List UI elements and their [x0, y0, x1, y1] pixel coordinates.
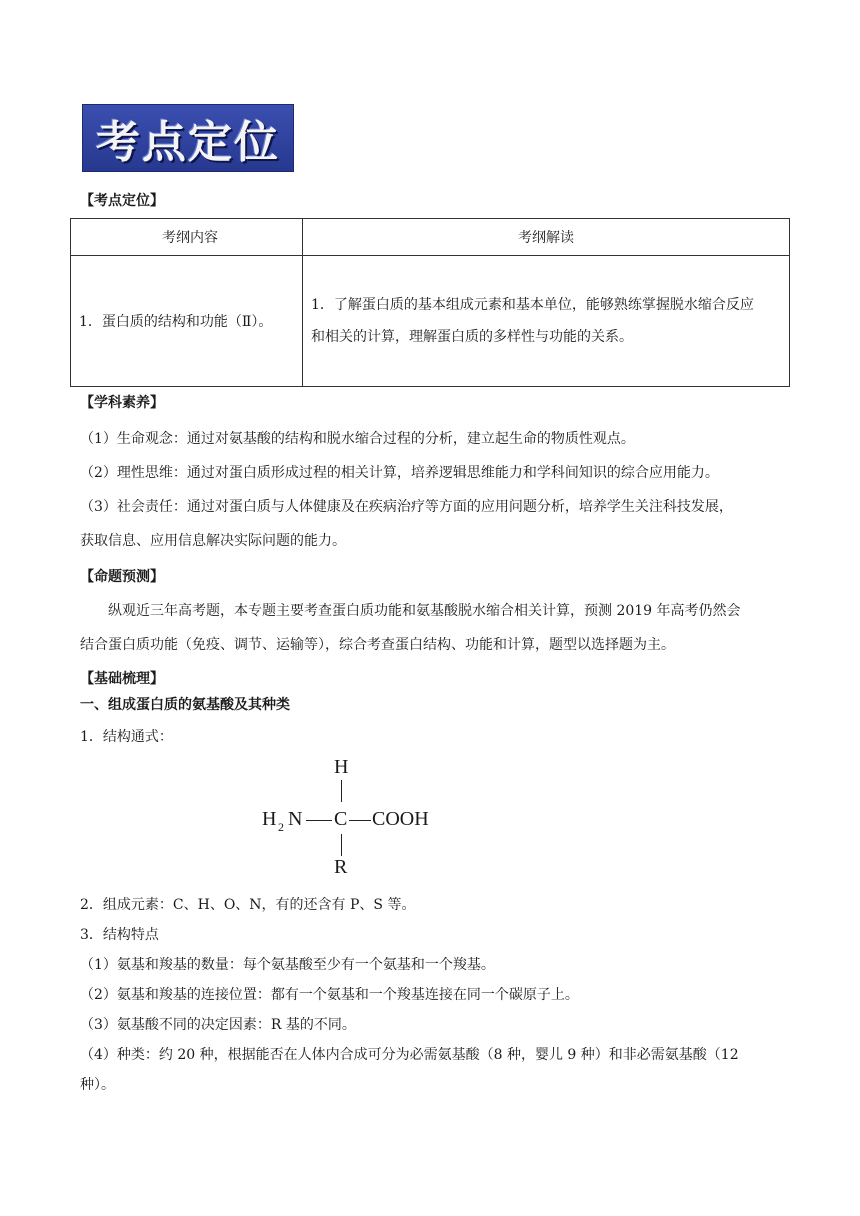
table-row [71, 256, 790, 387]
elements-line: 2．组成元素：C、H、O、N，有的还含有 P、S 等。 [80, 897, 416, 913]
formula-cooh: COOH [372, 808, 429, 830]
table-header-row [71, 219, 790, 256]
formula-h-top: H [334, 756, 349, 778]
formula-bond-top [341, 780, 342, 802]
banner-title: 考点定位 [96, 117, 280, 168]
subheading-amino-acids: 一、组成蛋白质的氨基酸及其种类 [80, 697, 290, 713]
table-cell-interpret [303, 256, 790, 387]
formula-bond-bottom [341, 834, 342, 856]
table-header-interpret: 考纲解读 [303, 219, 790, 256]
formula-label: 1．结构通式： [80, 729, 173, 745]
feature-1: （1）氨基和羧基的数量：每个氨基酸至少有一个氨基和一个羧基。 [80, 957, 495, 973]
suyang-item-2: （2）理性思维：通过对蛋白质形成过程的相关计算，培养逻辑思维能力和学科间知识的综合应用能力。 [80, 465, 719, 481]
heading-suyang: 【学科素养】 [80, 395, 164, 411]
heading-shuli: 【基础梳理】 [80, 671, 164, 687]
features-heading: 3．结构特点 [80, 927, 159, 943]
formula-bond-left [306, 820, 332, 821]
feature-4-line-1: （4）种类：约 20 种，根据能否在人体内合成可分为必需氨基酸（8 种，婴儿 9 种）和非必需氨基酸（12 [80, 1047, 739, 1063]
suyang-item-3-line-2: 获取信息、应用信息解决实际问题的能力。 [80, 533, 346, 549]
interpret-line-1: 1．了解蛋白质的基本组成元素和基本单位，能够熟练掌握脱水缩合反应 [311, 297, 754, 313]
section-banner [82, 104, 294, 172]
table-header-content: 考纲内容 [71, 219, 303, 256]
formula-subscript: 2 [278, 820, 284, 834]
formula-n: N [288, 808, 303, 830]
yuce-line-2: 结合蛋白质功能（免疫、调节、运输等），综合考查蛋白结构、功能和计算，题型以选择题为主。 [80, 637, 675, 653]
formula-h-left: H [262, 808, 277, 830]
formula-bond-right [349, 820, 371, 821]
yuce-line-1: 纵观近三年高考题，本专题主要考查蛋白质功能和氨基酸脱水缩合相关计算，预测 2019 年高考仍然会 [108, 603, 741, 619]
outline-table [70, 218, 790, 387]
feature-4-line-2: 种）。 [80, 1077, 115, 1093]
heading-yuce: 【命题预测】 [80, 569, 164, 585]
feature-2: （2）氨基和羧基的连接位置：都有一个氨基和一个羧基连接在同一个碳原子上。 [80, 987, 579, 1003]
table-cell-content: 1．蛋白质的结构和功能（Ⅱ）。 [71, 256, 303, 387]
formula-c: C [334, 808, 348, 830]
formula-r: R [334, 856, 348, 878]
feature-3: （3）氨基酸不同的决定因素：R 基的不同。 [80, 1017, 356, 1033]
suyang-item-1: （1）生命观念：通过对氨基酸的结构和脱水缩合过程的分析，建立起生命的物质性观点。 [80, 431, 635, 447]
suyang-item-3-line-1: （3）社会责任：通过对蛋白质与人体健康及在疾病治疗等方面的应用问题分析，培养学生关注科技发展， [80, 499, 733, 515]
interpret-line-2: 和相关的计算，理解蛋白质的多样性与功能的关系。 [311, 329, 633, 345]
heading-kaodian: 【考点定位】 [80, 193, 164, 209]
